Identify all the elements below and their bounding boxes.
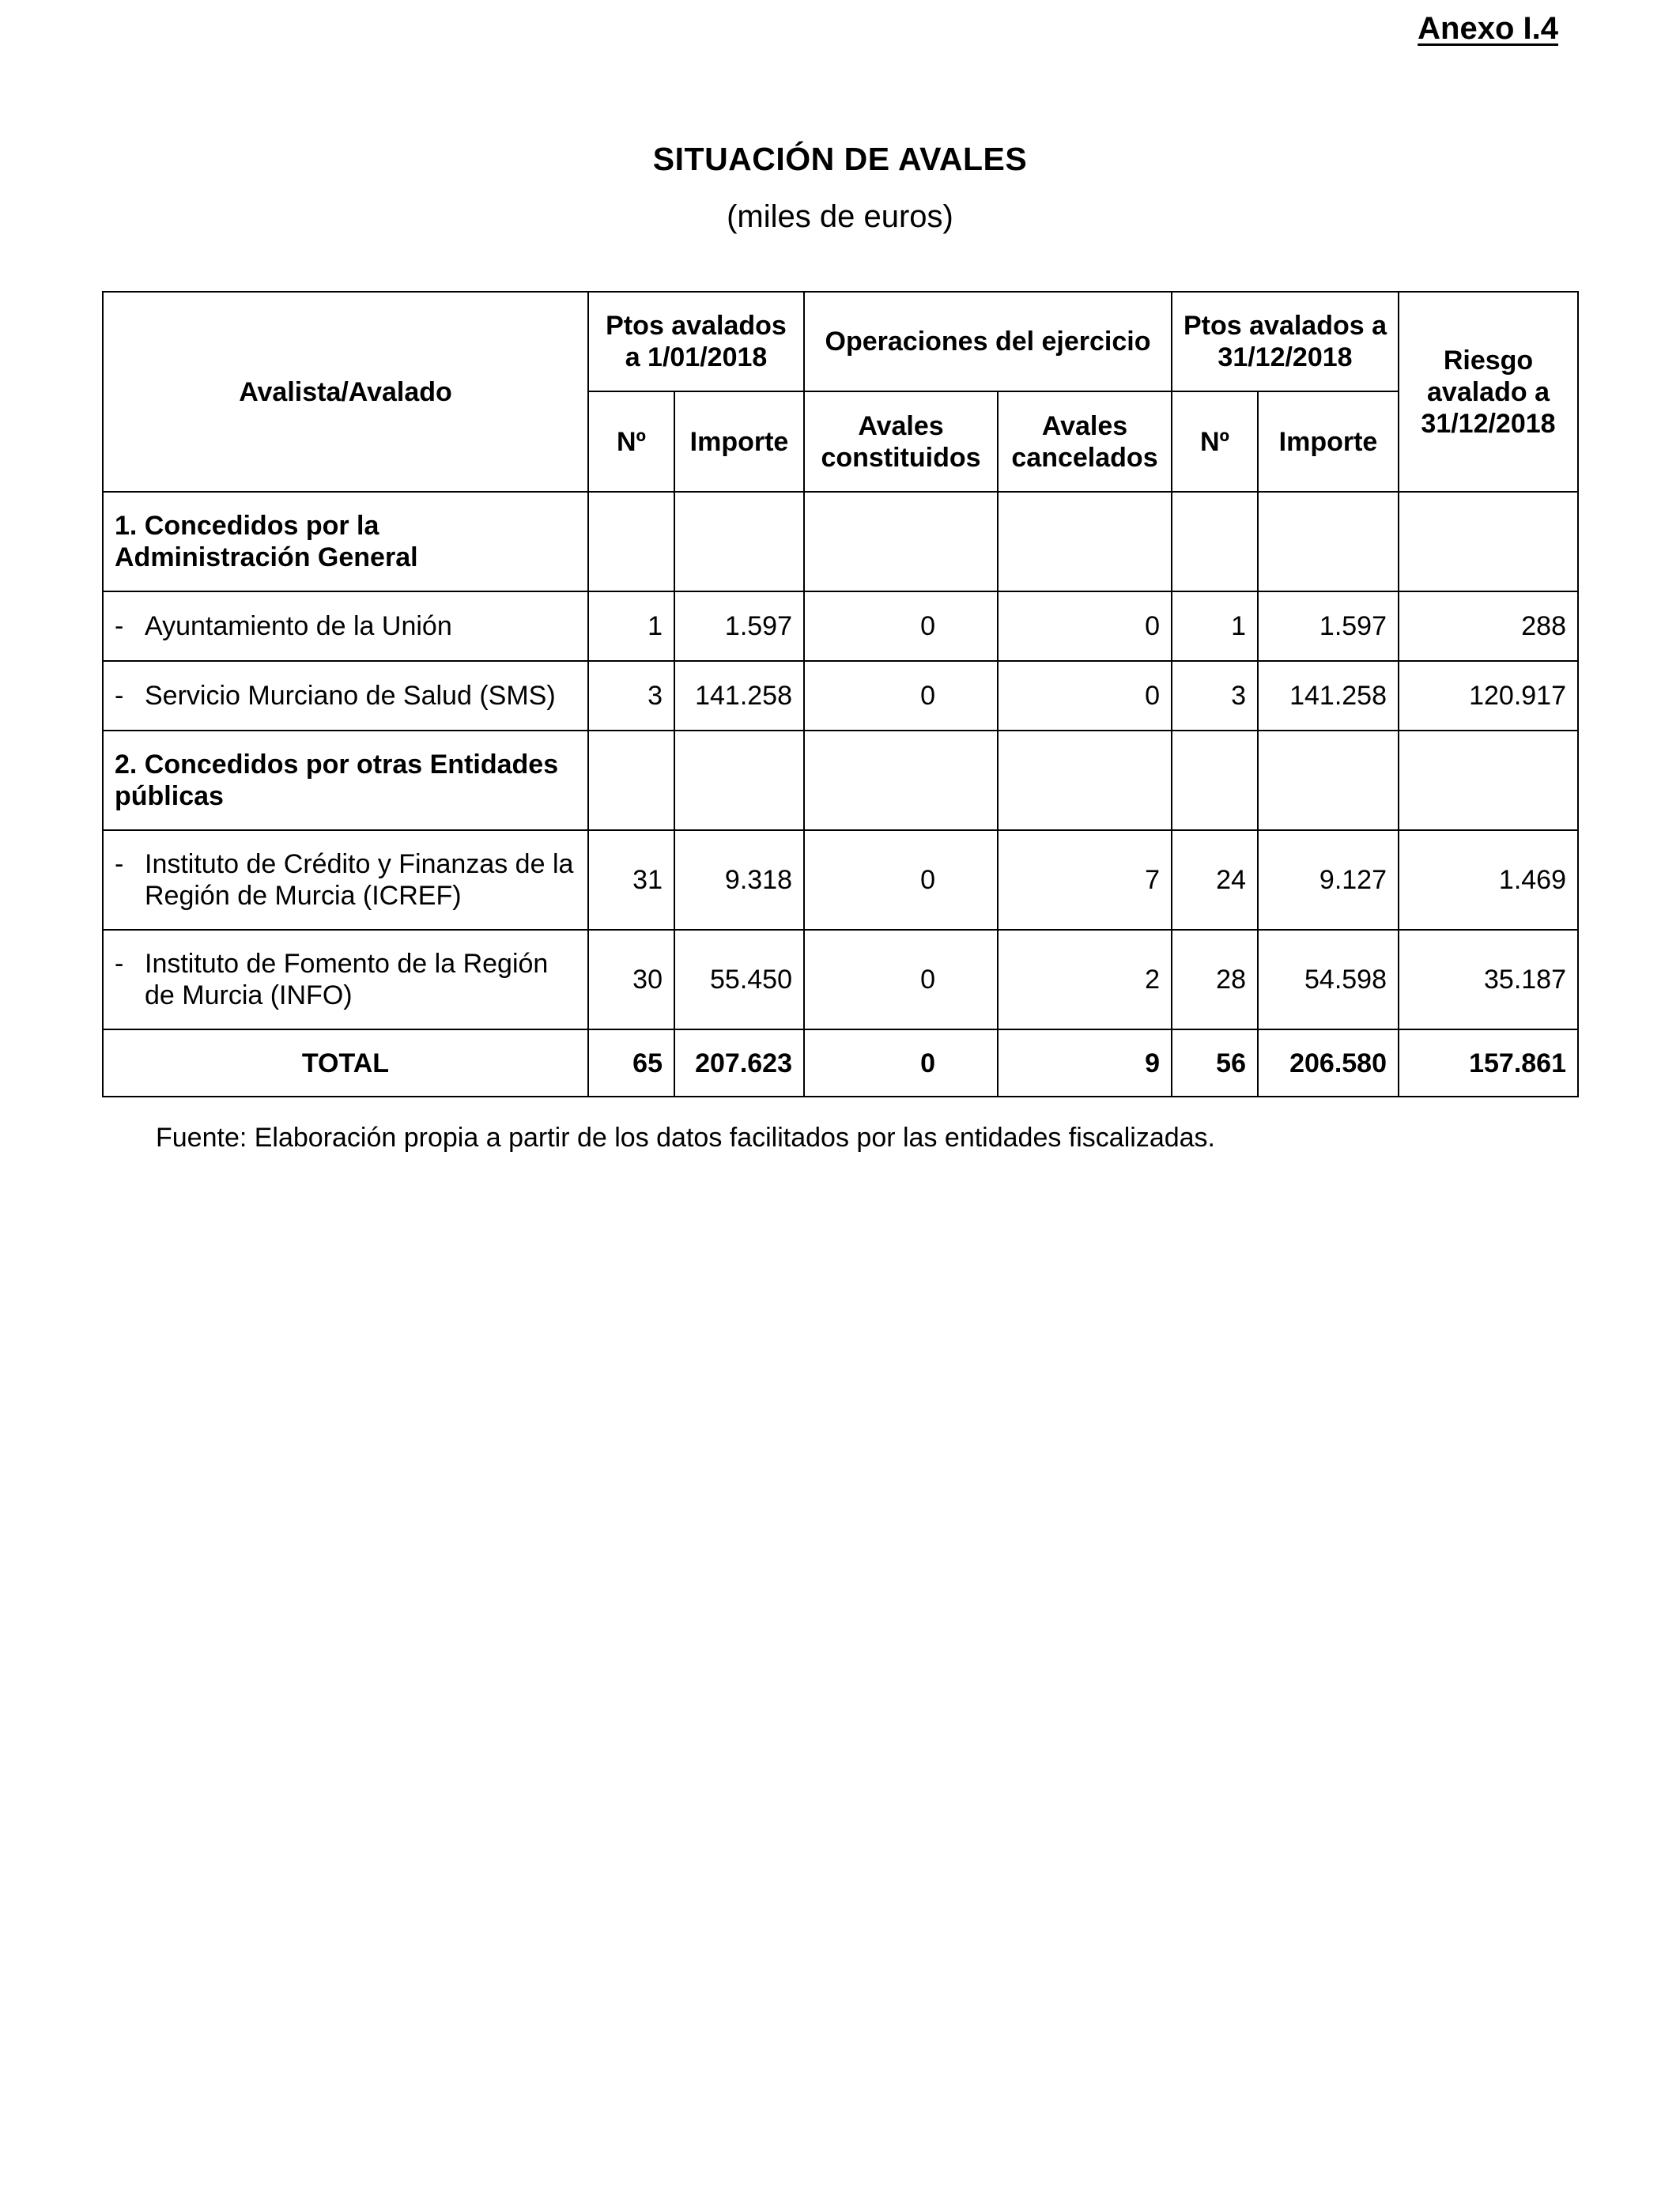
cell-n2: 3: [1172, 661, 1258, 731]
empty-cell: [588, 492, 674, 591]
header-importe1: Importe: [674, 391, 804, 492]
section-row: [103, 492, 1578, 591]
entity-cell: [103, 930, 588, 1029]
empty-cell: [1258, 492, 1399, 591]
table-row: [103, 930, 1578, 1029]
total-label: TOTAL: [103, 1029, 588, 1097]
cell-constituidos: 0: [804, 830, 998, 930]
header-riesgo: Riesgo avalado a 31/12/2018: [1399, 292, 1578, 492]
empty-cell: [1172, 731, 1258, 830]
empty-cell: [804, 731, 998, 830]
entity-name: Instituto de Crédito y Finanzas de la Región de Murcia (ICREF): [145, 849, 574, 911]
empty-cell: [588, 731, 674, 830]
cell-riesgo: 288: [1399, 591, 1578, 661]
cell-importe2: 1.597: [1258, 591, 1399, 661]
cell-cancelados: 2: [998, 930, 1172, 1029]
empty-cell: [1172, 492, 1258, 591]
cell-n1: 30: [588, 930, 674, 1029]
cell-n1: 3: [588, 661, 674, 731]
header-cancelados: Avales cancelados: [998, 391, 1172, 492]
cell-riesgo: 1.469: [1399, 830, 1578, 930]
empty-cell: [1399, 492, 1578, 591]
cell-riesgo: 120.917: [1399, 661, 1578, 731]
total-n1: 65: [588, 1029, 674, 1097]
cell-importe2: 54.598: [1258, 930, 1399, 1029]
header-operaciones: Operaciones del ejercicio: [804, 292, 1172, 391]
section-row: [103, 731, 1578, 830]
header-row-top: [103, 292, 1578, 391]
header-avalista: Avalista/Avalado: [103, 292, 588, 492]
section-label: 2. Concedidos por otras Entidades públicas: [103, 731, 588, 830]
total-riesgo: 157.861: [1399, 1029, 1578, 1097]
cell-importe1: 141.258: [674, 661, 804, 731]
total-importe2: 206.580: [1258, 1029, 1399, 1097]
cell-cancelados: 7: [998, 830, 1172, 930]
avales-table: [102, 291, 1579, 1097]
cell-importe2: 9.127: [1258, 830, 1399, 930]
bullet-dash: -: [115, 949, 124, 979]
header-n1: Nº: [588, 391, 674, 492]
bullet-dash: -: [115, 611, 124, 641]
total-cancelados: 9: [998, 1029, 1172, 1097]
cell-cancelados: 0: [998, 591, 1172, 661]
annex-label: Anexo I.4: [1418, 11, 1558, 46]
cell-importe1: 1.597: [674, 591, 804, 661]
empty-cell: [804, 492, 998, 591]
source-note: Fuente: Elaboración propia a partir de los datos facilitados por las entidades fiscalizadas.: [156, 1123, 1215, 1153]
empty-cell: [1258, 731, 1399, 830]
header-n2: Nº: [1172, 391, 1258, 492]
cell-importe1: 9.318: [674, 830, 804, 930]
cell-riesgo: 35.187: [1399, 930, 1578, 1029]
total-row: [103, 1029, 1578, 1097]
cell-n2: 28: [1172, 930, 1258, 1029]
page-subtitle: (miles de euros): [727, 199, 953, 234]
header-importe2: Importe: [1258, 391, 1399, 492]
table-row: [103, 661, 1578, 731]
cell-importe1: 55.450: [674, 930, 804, 1029]
entity-cell: [103, 830, 588, 930]
bullet-dash: -: [115, 849, 124, 879]
header-ptos-fin: Ptos avalados a 31/12/2018: [1172, 292, 1399, 391]
header-ptos-inicio: Ptos avalados a 1/01/2018: [588, 292, 804, 391]
empty-cell: [998, 492, 1172, 591]
empty-cell: [674, 731, 804, 830]
table-row: [103, 591, 1578, 661]
page-title: SITUACIÓN DE AVALES: [652, 141, 1028, 177]
section-label: 1. Concedidos por la Administración General: [103, 492, 588, 591]
total-n2: 56: [1172, 1029, 1258, 1097]
cell-constituidos: 0: [804, 591, 998, 661]
entity-name: Ayuntamiento de la Unión: [145, 611, 452, 641]
cell-n2: 24: [1172, 830, 1258, 930]
entity-cell: [103, 661, 588, 731]
cell-importe2: 141.258: [1258, 661, 1399, 731]
cell-constituidos: 0: [804, 661, 998, 731]
entity-cell: [103, 591, 588, 661]
cell-constituidos: 0: [804, 930, 998, 1029]
cell-n1: 1: [588, 591, 674, 661]
total-importe1: 207.623: [674, 1029, 804, 1097]
cell-cancelados: 0: [998, 661, 1172, 731]
empty-cell: [998, 731, 1172, 830]
cell-n1: 31: [588, 830, 674, 930]
table-row: [103, 830, 1578, 930]
total-constituidos: 0: [804, 1029, 998, 1097]
header-constituidos: Avales constituidos: [804, 391, 998, 492]
bullet-dash: -: [115, 681, 124, 711]
entity-name: Instituto de Fomento de la Región de Murcia (INFO): [145, 949, 549, 1010]
empty-cell: [1399, 731, 1578, 830]
entity-name: Servicio Murciano de Salud (SMS): [145, 681, 556, 711]
empty-cell: [674, 492, 804, 591]
cell-n2: 1: [1172, 591, 1258, 661]
